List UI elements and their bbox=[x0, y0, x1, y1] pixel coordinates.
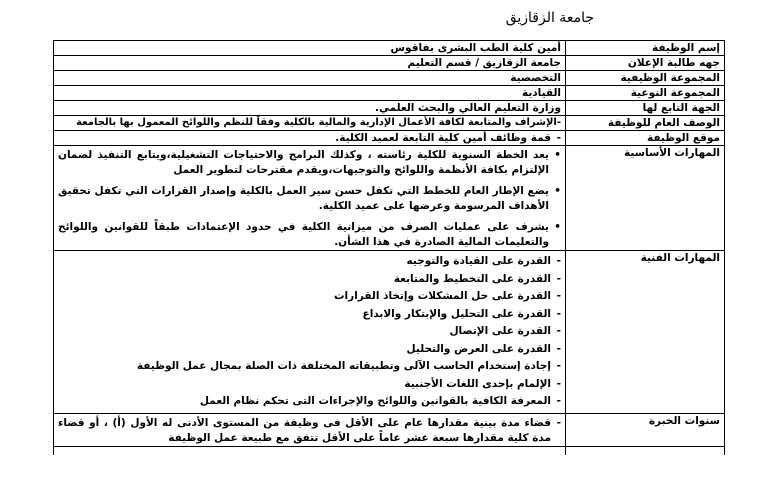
row-value: التخصصية bbox=[54, 71, 566, 86]
row-label: الجهة التابع لها bbox=[566, 101, 725, 116]
list-item: - قضاء مدة بينية مقدارها عام على الأقل فى وظيفة من المستوى الأدنى له الأول (أ) ، أو قضاء مدة كلية مقدارها سبعة عشر عاماً على الأقل تتفق مع طبيعة عمل الوظيفة bbox=[58, 416, 561, 446]
list-item: - القدرة على العرض والتحليل bbox=[58, 341, 561, 359]
row-value bbox=[54, 413, 566, 446]
tech-skills-list bbox=[58, 251, 561, 413]
list-item: - الإلمام بإحدى اللغات الأجنبية bbox=[58, 376, 561, 394]
job-description-table bbox=[53, 40, 725, 455]
row-label: المجموعة النوعية bbox=[566, 86, 725, 101]
row-label: المهارات الأساسية bbox=[566, 146, 725, 251]
table-row bbox=[54, 56, 725, 71]
row-value: وزارة التعليم العالي والبحث العلمي. bbox=[54, 101, 566, 116]
table-row bbox=[54, 71, 725, 86]
list-item: • يشرف على عمليات الصرف من ميزانية الكلية في حدود الإعتمادات طبقاً للقوانين واللوائح والتعليمات المالية الصادرة في هذا الشأن. bbox=[58, 220, 561, 250]
list-item: - القدرة على القيادة والتوجيه bbox=[58, 253, 561, 271]
row-value bbox=[54, 251, 566, 414]
list-item: • يضع الإطار العام للخطط التي تكفل حسن سير العمل بالكلية وإصدار القرارات التي تكفل تحقيق الأهداف المرسومة وعرضها على عميد الكلية. bbox=[58, 184, 561, 214]
row-value bbox=[54, 446, 566, 455]
table-row bbox=[54, 116, 725, 131]
table-row bbox=[54, 446, 725, 455]
row-label: المهارات الفنية bbox=[566, 251, 725, 414]
row-label bbox=[566, 446, 725, 455]
list-item: - المعرفة الكافية بالقوانين واللوائح والإجراءات التى تحكم نظام العمل bbox=[58, 393, 561, 411]
row-value: -الإشراف والمتابعة لكافة الأعمال الإدارية والمالية بالكلية وفقاً للنظم واللوائح المعمول بها بالجامعة bbox=[54, 116, 566, 131]
table-row bbox=[54, 146, 725, 251]
table-row bbox=[54, 413, 725, 446]
basic-skills-list bbox=[58, 148, 561, 250]
row-value bbox=[54, 146, 566, 251]
list-item: - قمة وظائف أمين كلية التابعة لعميد الكلية. bbox=[58, 131, 561, 145]
list-item: - القدرة على الإتصال bbox=[58, 323, 561, 341]
table-row bbox=[54, 101, 725, 116]
list-item: - إجادة إستخدام الحاسب الآلى وتطبيقاته المختلفة ذات الصلة بمجال عمل الوظيفة bbox=[58, 358, 561, 376]
row-label: إسم الوظيفة bbox=[566, 41, 725, 56]
page-title: جامعة الزقازيق bbox=[505, 10, 594, 26]
row-value: جامعة الزقازيق / قسم التعليم bbox=[54, 56, 566, 71]
row-label: الوصف العام للوظيفة bbox=[566, 116, 725, 131]
table-row bbox=[54, 251, 725, 414]
row-value: أمين كلية الطب البشرى بفاقوس bbox=[54, 41, 566, 56]
list-item: - القدرة على التخطيط والمتابعة bbox=[58, 271, 561, 289]
row-label: جهه طالبة الإعلان bbox=[566, 56, 725, 71]
experience-list bbox=[58, 416, 561, 446]
list-item: • يعد الخطة السنوية للكلية رئاسته ، وكذلك البرامج والاحتياجات التشغيلية،ويتابع التنفيذ لضمان الإلتزام بكافة الأنظمة واللوائح والتوجيهات،ويقدم مقترحات لتطوير العمل bbox=[58, 148, 561, 178]
list-item: - القدرة على التحليل والإبتكار والابداع bbox=[58, 306, 561, 324]
row-value bbox=[54, 131, 566, 146]
row-value: القيادية bbox=[54, 86, 566, 101]
table-row bbox=[54, 131, 725, 146]
list-item: - القدرة على حل المشكلات وإتخاذ القرارات bbox=[58, 288, 561, 306]
table-row bbox=[54, 41, 725, 56]
table-row bbox=[54, 86, 725, 101]
row-label: المجموعة الوظيفية bbox=[566, 71, 725, 86]
row-label: سنوات الخبرة bbox=[566, 413, 725, 446]
row-label: موقع الوظيفة bbox=[566, 131, 725, 146]
